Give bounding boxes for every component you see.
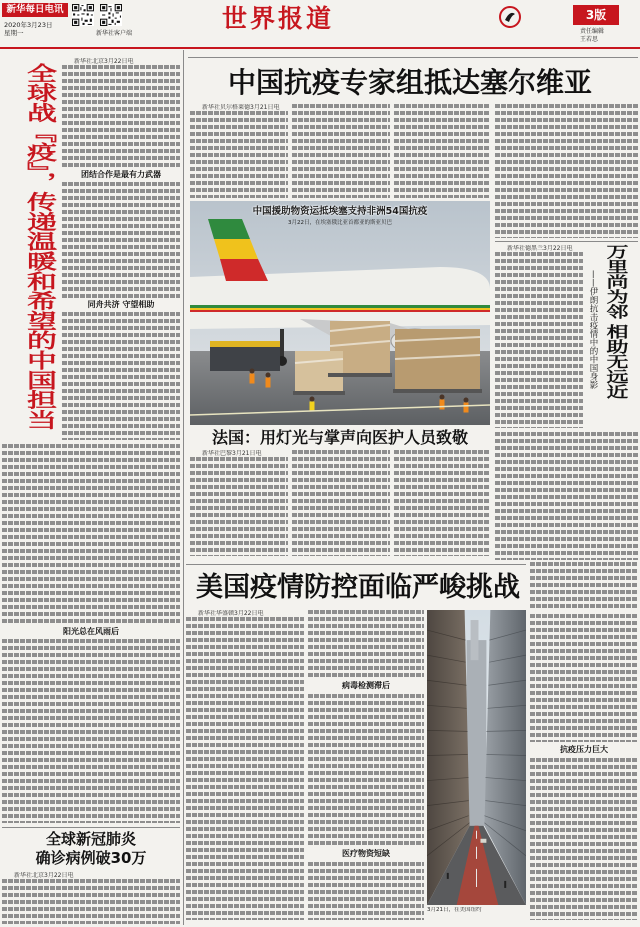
body-text-block bbox=[190, 450, 288, 556]
qr-code-icon bbox=[100, 4, 122, 26]
iran-subtitle: ——伊朗抗击疫情中的中国身影 bbox=[588, 270, 598, 389]
body-text-block bbox=[495, 245, 583, 428]
france-headline: 法国：用灯光与掌声向医护人员致敬 bbox=[211, 428, 468, 447]
body-text-block bbox=[308, 862, 424, 920]
brief-dateline: 新华社北京3月22日电 bbox=[14, 872, 74, 879]
us-dateline: 新华社华盛顿3月22日电 bbox=[198, 610, 264, 617]
left-vertical-headline: 全球战『疫』，传递温暖和希望的中国担当 bbox=[21, 63, 56, 430]
us-subhead-testing: 病毒检测滞后 bbox=[342, 681, 390, 690]
photo-caption: 3月22日，在埃塞俄比亚首都亚的斯亚贝巴 bbox=[288, 220, 392, 226]
body-text-block bbox=[2, 872, 180, 924]
body-text-block bbox=[495, 104, 638, 238]
body-text-block bbox=[308, 610, 424, 678]
us-subhead-pressure: 抗疫压力巨大 bbox=[560, 745, 608, 754]
body-text-block bbox=[62, 58, 180, 168]
masthead-rule bbox=[0, 47, 640, 49]
column-divider bbox=[183, 50, 184, 925]
section-rule bbox=[186, 564, 526, 565]
left-subhead-solidarity: 同舟共济 守望相助 bbox=[87, 300, 155, 309]
body-text-block bbox=[394, 104, 490, 198]
editor-label: 责任编辑 bbox=[580, 28, 605, 35]
serbia-dateline: 新华社贝尔格莱德3月21日电 bbox=[202, 104, 280, 111]
masthead-logo: 新华每日电讯 bbox=[2, 3, 68, 17]
left-subhead-sunshine: 阳光总在风雨后 bbox=[63, 627, 119, 636]
us-headline: 美国疫情防控面临严峻挑战 bbox=[196, 572, 520, 603]
app-label: 新华社客户端 bbox=[96, 30, 133, 37]
nyc-photo-caption: 3月21日，在美国纽约 bbox=[427, 907, 482, 913]
france-dateline: 新华社巴黎3月21日电 bbox=[202, 450, 262, 457]
iran-dateline: 新华社德黑兰3月22日电 bbox=[507, 245, 573, 252]
body-text-block bbox=[62, 182, 180, 298]
body-text-block bbox=[190, 104, 288, 198]
brand-logo-icon bbox=[498, 5, 522, 29]
iran-vertical-headline: 万里尚为邻 相助无远近 bbox=[603, 244, 628, 399]
nyc-street-photo bbox=[427, 610, 526, 905]
section-rule bbox=[495, 241, 638, 242]
headline-rule bbox=[188, 57, 638, 58]
left-article-dateline: 新华社北京3月22日电 bbox=[74, 58, 134, 65]
editor-name: 王若思 bbox=[580, 36, 599, 43]
ethiopia-airport-photo bbox=[190, 201, 490, 425]
issue-weekday: 星期一 bbox=[4, 29, 24, 37]
issue-date: 2020年3月23日 bbox=[4, 21, 53, 29]
body-text-block bbox=[530, 758, 638, 920]
body-text-block bbox=[186, 610, 304, 920]
brief-rule bbox=[2, 827, 180, 828]
body-text-block bbox=[394, 450, 490, 556]
body-text-block bbox=[530, 562, 638, 610]
page-number-badge: 3版 bbox=[573, 5, 619, 25]
section-title: 世界报道 bbox=[222, 4, 335, 33]
body-text-block bbox=[292, 450, 390, 556]
body-text-block bbox=[62, 312, 180, 440]
us-subhead-supplies: 医疗物资短缺 bbox=[342, 849, 390, 858]
body-text-block bbox=[530, 614, 638, 742]
body-text-block bbox=[495, 432, 638, 560]
body-text-block bbox=[308, 694, 424, 846]
serbia-headline: 中国抗疫专家组抵达塞尔维亚 bbox=[227, 66, 592, 99]
body-text-block bbox=[292, 104, 390, 198]
body-text-block bbox=[2, 639, 180, 823]
left-subhead-cooperation: 团结合作是最有力武器 bbox=[81, 170, 161, 179]
brief-headline-line2: 确诊病例破30万 bbox=[35, 849, 147, 867]
brief-headline-line1: 全球新冠肺炎 bbox=[45, 830, 136, 848]
body-text-block bbox=[2, 444, 180, 624]
qr-code-icon bbox=[72, 4, 94, 26]
photo-title: 中国援助物资运抵埃塞支持非洲54国抗疫 bbox=[252, 206, 428, 217]
